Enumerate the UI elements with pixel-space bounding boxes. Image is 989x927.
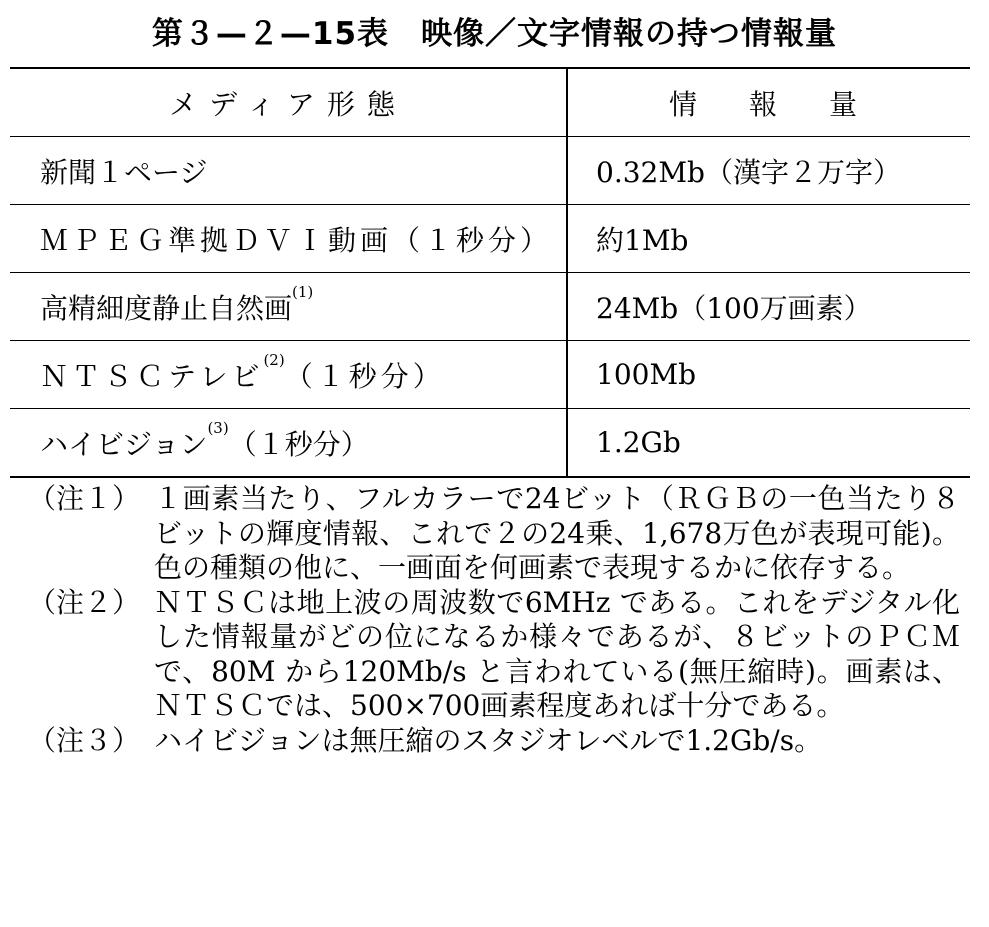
header-media-format: メディア形態: [10, 68, 567, 137]
media-suffix: （１秒分）: [284, 359, 445, 393]
footnote-3: [28, 724, 960, 759]
media-cell: [10, 273, 567, 341]
info-cell: 1.2Gb: [567, 409, 970, 478]
media-label: ＭＰＥＧ準拠ＤＶＩ動画（１秒分）: [40, 223, 553, 257]
table-row: [10, 137, 970, 205]
footnote-ref: (3): [207, 418, 229, 437]
footnote-text: ハイビジョンは無圧縮のスタジオレベルで1.2Gb/s。: [154, 723, 823, 757]
footnote-label: （注２）: [28, 585, 141, 619]
footnote-label: （注３）: [28, 723, 141, 757]
information-table: [10, 67, 970, 478]
table-row: [10, 341, 970, 409]
media-label: ハイビジョン: [40, 427, 208, 461]
media-label: 新聞１ページ: [40, 155, 208, 189]
table-title: 第３—２—15表 映像／文字情報の持つ情報量: [151, 16, 838, 52]
footnote-ref: (2): [263, 350, 285, 369]
media-cell: [10, 137, 567, 205]
media-suffix: （１秒分）: [228, 427, 369, 461]
table-row: [10, 273, 970, 341]
info-cell: 0.32Mb（漢字２万字）: [567, 137, 970, 205]
media-label: ＮＴＳＣテレビ: [40, 359, 264, 393]
media-label: 高精細度静止自然画: [40, 291, 293, 325]
footnote-label: （注１）: [28, 482, 141, 515]
footnote-1: [28, 482, 960, 586]
table-row: [10, 409, 970, 478]
info-cell: 24Mb（100万画素）: [567, 273, 970, 341]
info-cell: 100Mb: [567, 341, 970, 409]
media-cell: [10, 341, 567, 409]
table-header-row: [10, 68, 970, 137]
footnote-ref: (1): [292, 282, 314, 301]
header-information-amount: 情 報 量: [567, 68, 970, 137]
table-row: [10, 205, 970, 273]
footnote-text: ＮＴＳＣは地上波の周波数で6MHz である。これをデジタル化した情報量がどの位になるか様々であるが、８ビットのＰＣＭで、80M から120Mb/s と言われている(無圧縮時)。画素は、ＮＴＳＣでは、500×700画素程度あれば十分である。: [154, 585, 960, 722]
media-cell: [10, 409, 567, 478]
info-cell: 約1Mb: [567, 205, 970, 273]
media-cell: [10, 205, 567, 273]
footnotes: [28, 482, 960, 758]
footnote-text: １画素当たり、フルカラーで24ビット（ＲＧＢの一色当たり８ビットの輝度情報、これで２の24乗、1,678万色が表現可能)。色の種類の他に、一画面を何画素で表現するかに依存する。: [154, 482, 960, 584]
footnote-2: [28, 586, 960, 724]
